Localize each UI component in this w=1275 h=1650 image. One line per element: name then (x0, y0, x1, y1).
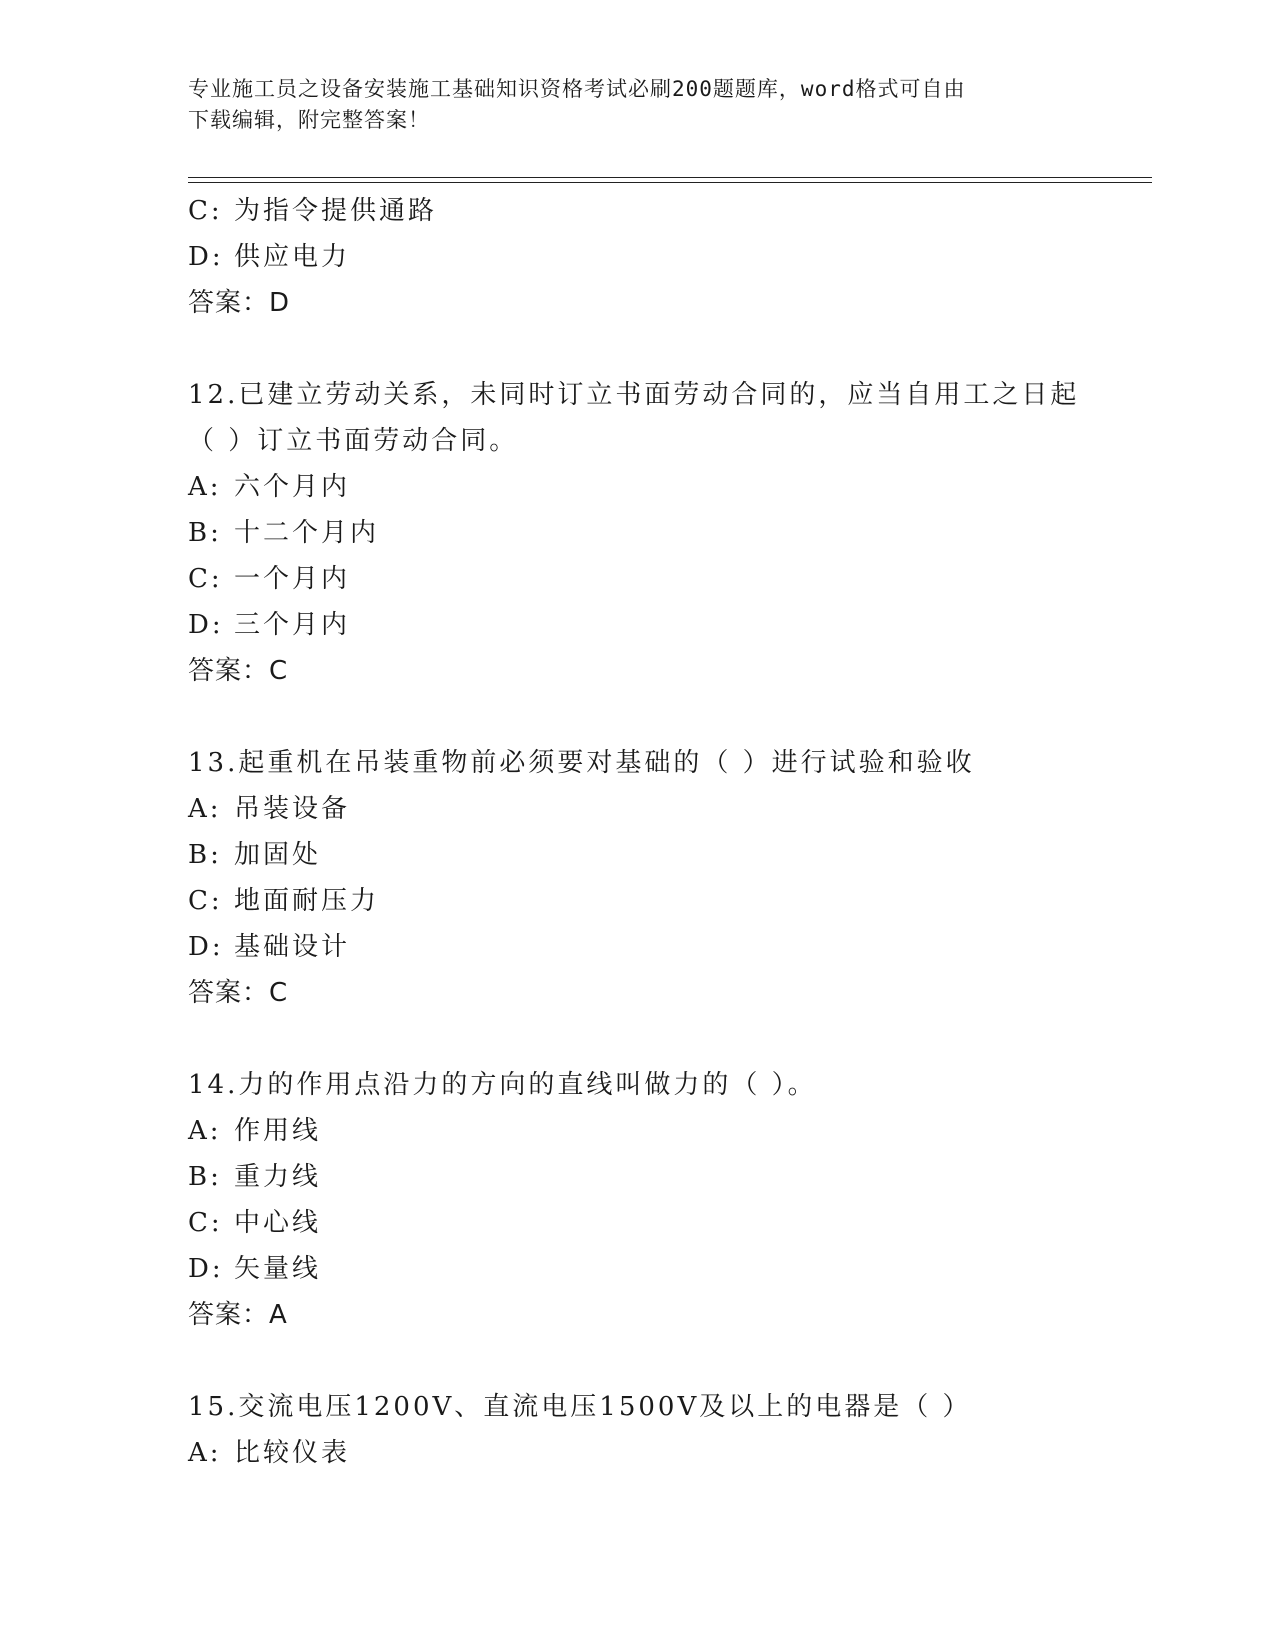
answer-line: 答案：D (188, 288, 291, 318)
option-key: C: (188, 564, 223, 594)
option-key: C: (188, 886, 223, 916)
option-text: 矢量线 (234, 1254, 322, 1284)
question-stem-continued: （ ）订立书面劳动合同。 (188, 426, 519, 456)
option-key: A: (188, 1438, 222, 1468)
option-text: 比较仪表 (234, 1438, 351, 1468)
question-list (188, 188, 1088, 1476)
spacer (188, 1338, 1088, 1384)
option-text: 吊装设备 (234, 794, 351, 824)
option-key: B: (188, 518, 222, 548)
option-b (188, 510, 1088, 556)
option-key: C: (188, 1208, 223, 1238)
option-key: D: (188, 242, 224, 272)
spacer (188, 1016, 1088, 1062)
option-key: D: (188, 932, 224, 962)
option-text: 为指令提供通路 (234, 196, 438, 226)
option-text: 三个月内 (234, 610, 351, 640)
option-key: C: (188, 196, 223, 226)
option-key: A: (188, 472, 222, 502)
option-key: D: (188, 1254, 224, 1284)
spacer (188, 694, 1088, 740)
header-divider-bottom (188, 182, 1152, 183)
option-text: 基础设计 (234, 932, 351, 962)
option-key: D: (188, 610, 224, 640)
option-a (188, 464, 1088, 510)
option-text: 中心线 (234, 1208, 322, 1238)
option-text: 作用线 (234, 1116, 322, 1146)
question-stem: 12.已建立劳动关系，未同时订立书面劳动合同的，应当自用工之日起 (188, 380, 1080, 410)
option-b (188, 1154, 1088, 1200)
option-a (188, 786, 1088, 832)
option-c (188, 878, 1088, 924)
answer-line: 答案：C (188, 978, 289, 1008)
question-stem: 15.交流电压1200V、直流电压1500V及以上的电器是（ ） (188, 1392, 972, 1422)
option-text: 地面耐压力 (234, 886, 380, 916)
option-a (188, 1430, 1088, 1476)
option-key: B: (188, 1162, 222, 1192)
header-title-line-1: 专业施工员之设备安装施工基础知识资格考试必刷200题题库，word格式可自由 (188, 77, 966, 101)
option-text: 加固处 (234, 840, 322, 870)
option-d (188, 1246, 1088, 1292)
option-c (188, 188, 1088, 234)
option-c (188, 556, 1088, 602)
option-text: 十二个月内 (234, 518, 380, 548)
option-d (188, 234, 1088, 280)
option-b (188, 832, 1088, 878)
option-key: B: (188, 840, 222, 870)
option-text: 供应电力 (234, 242, 351, 272)
question-stem: 14.力的作用点沿力的方向的直线叫做力的（ ）。 (188, 1070, 817, 1100)
option-key: A: (188, 1116, 222, 1146)
option-text: 六个月内 (234, 472, 351, 502)
answer-line: 答案：C (188, 656, 289, 686)
answer-line: 答案：A (188, 1300, 288, 1330)
option-text: 重力线 (234, 1162, 322, 1192)
question-stem: 13.起重机在吊装重物前必须要对基础的（ ）进行试验和验收 (188, 748, 975, 778)
option-d (188, 924, 1088, 970)
document-header (188, 74, 1068, 136)
option-a (188, 1108, 1088, 1154)
header-title-line-2: 下载编辑，附完整答案！ (188, 108, 430, 132)
option-text: 一个月内 (234, 564, 351, 594)
option-key: A: (188, 794, 222, 824)
option-d (188, 602, 1088, 648)
spacer (188, 326, 1088, 372)
option-c (188, 1200, 1088, 1246)
header-divider-top (188, 177, 1152, 178)
